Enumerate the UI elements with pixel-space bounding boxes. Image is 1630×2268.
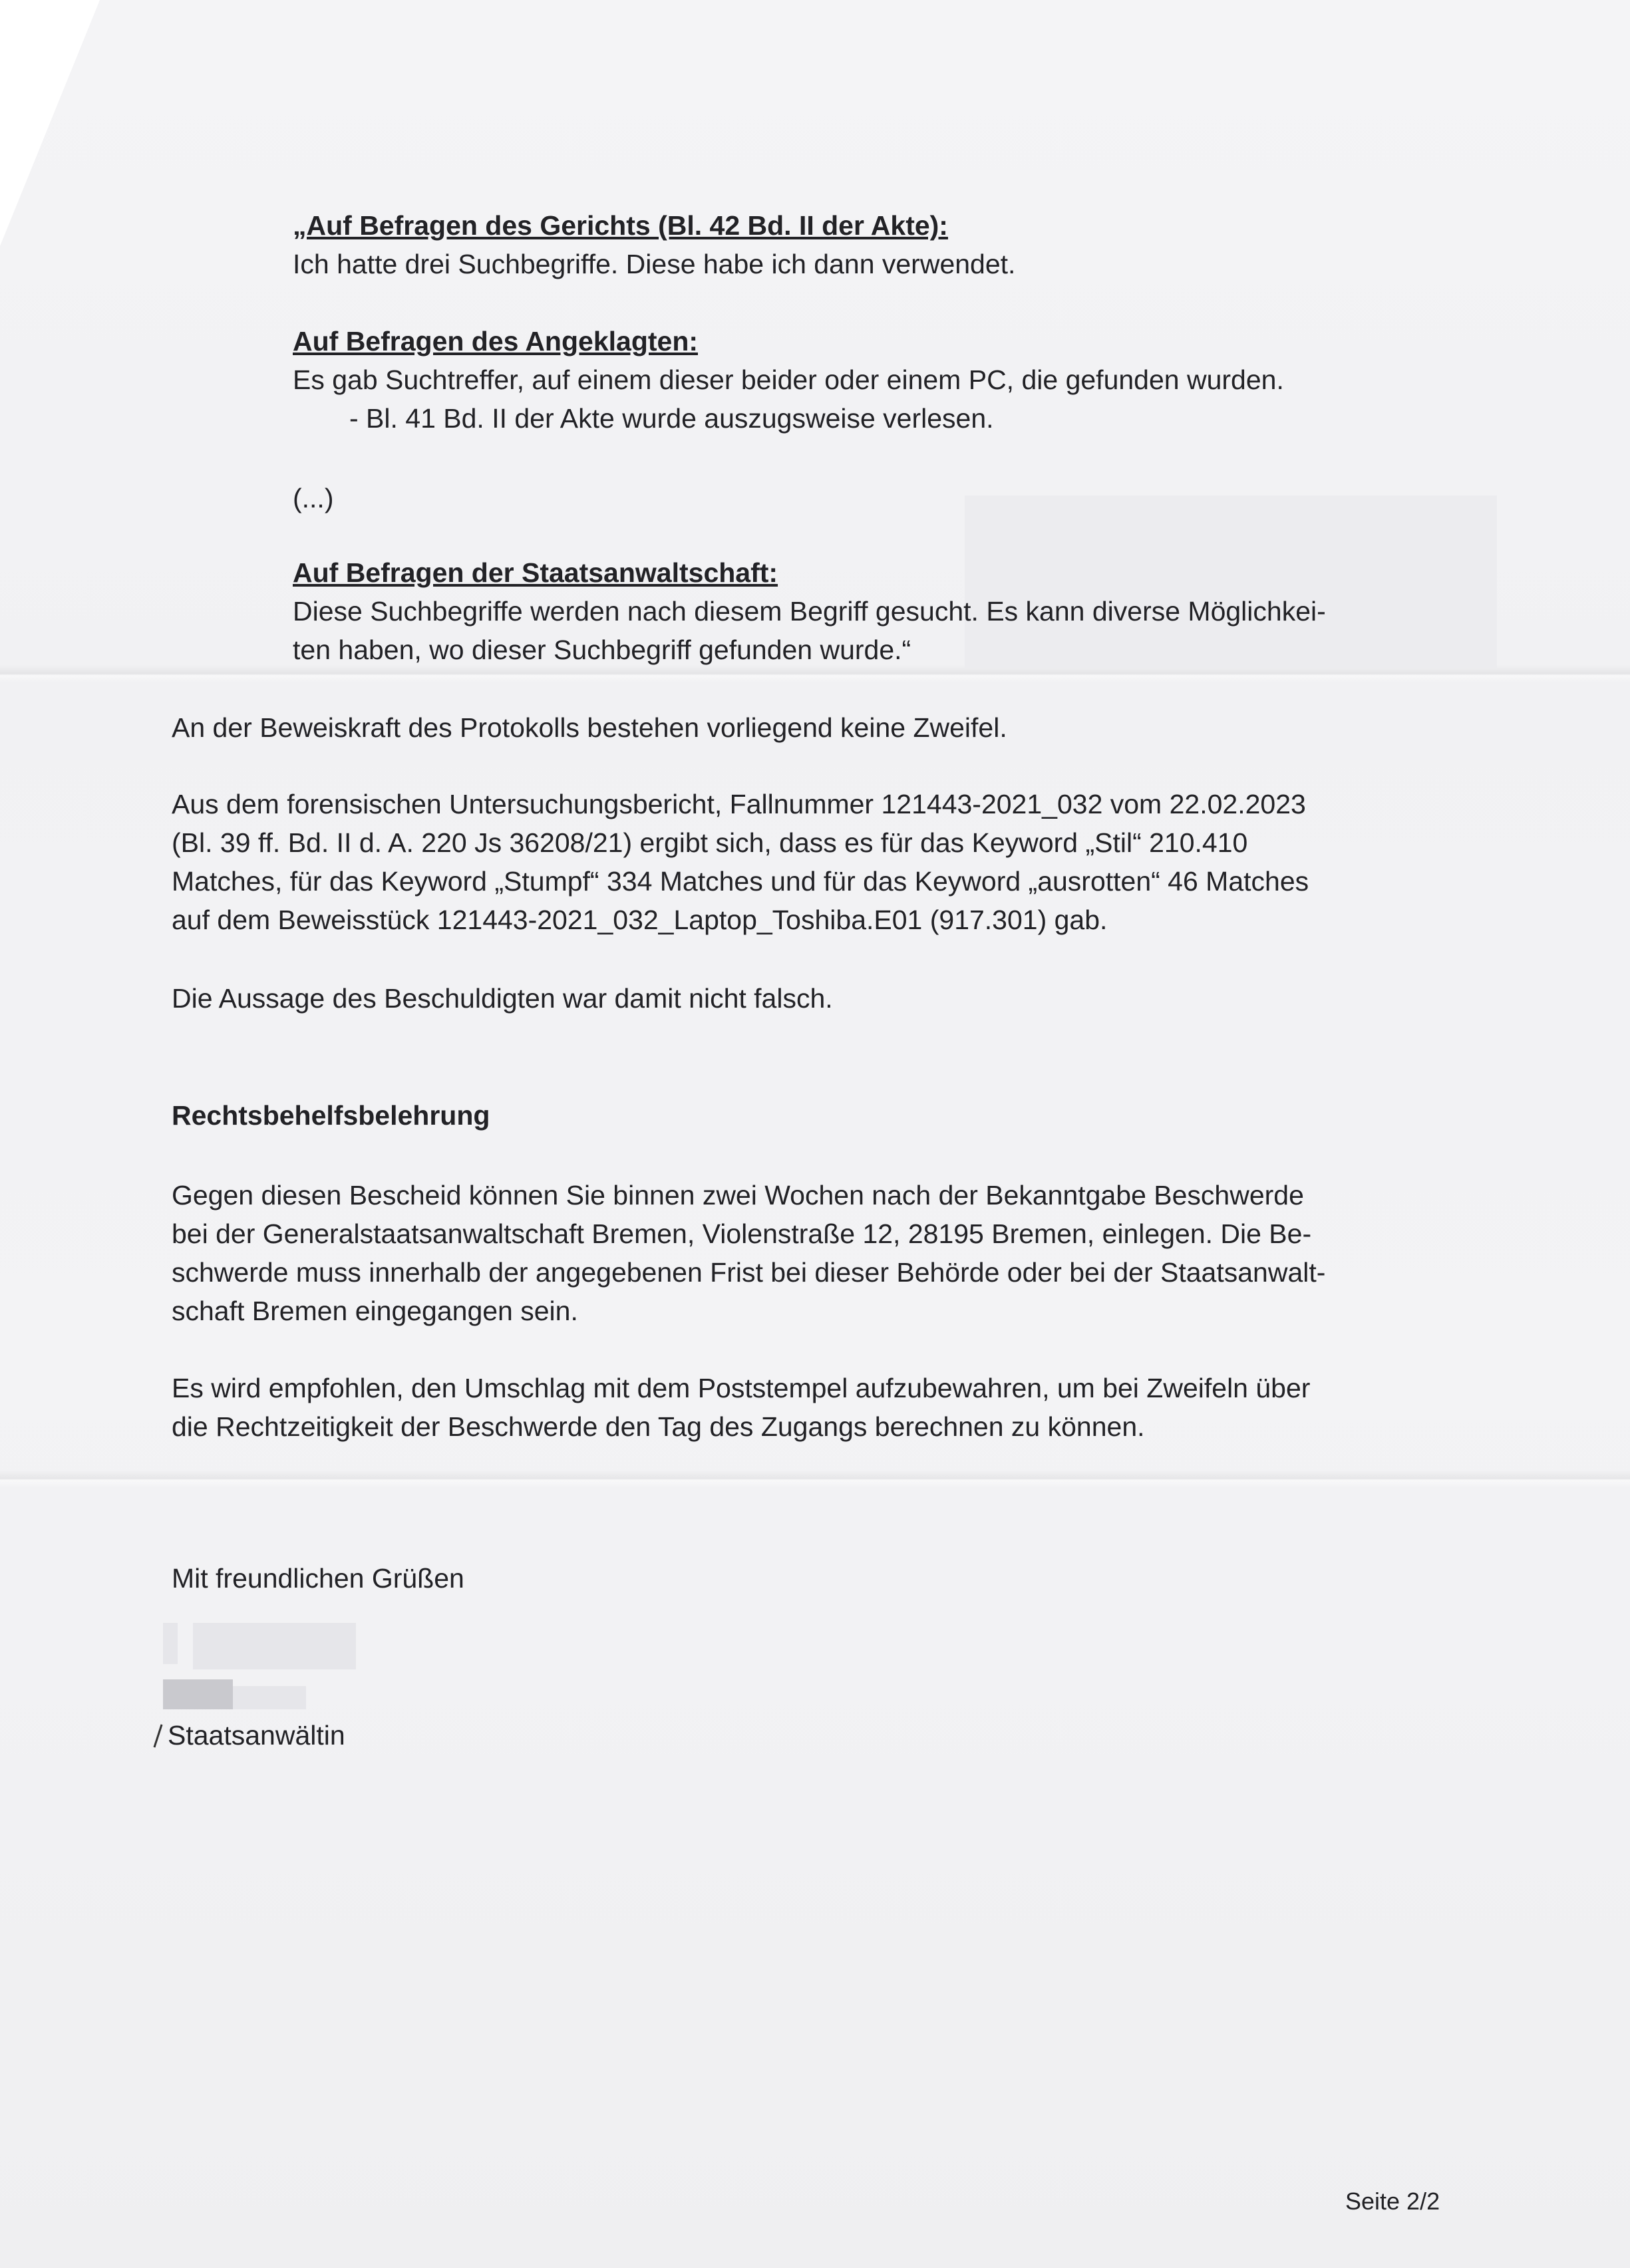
redacted-signature <box>163 1623 178 1664</box>
quote-heading-court: „Auf Befragen des Gerichts (Bl. 42 Bd. II der Akte): <box>293 210 948 241</box>
paragraph-line: auf dem Beweisstück 121443-2021_032_Laptop_Toshiba.E01 (917.301) gab. <box>172 905 1108 935</box>
redacted-signature <box>163 1679 233 1709</box>
quote-line: Ich hatte drei Suchbegriffe. Diese habe ich dann verwendet. <box>293 249 1016 279</box>
paragraph-line: (Bl. 39 ff. Bd. II d. A. 220 Js 36208/21) ergibt sich, dass es für das Keyword „Stil“ 210.410 <box>172 827 1248 858</box>
section-heading: Rechtsbehelfsbelehrung <box>172 1100 490 1131</box>
signature-title: Staatsanwältin <box>168 1720 345 1751</box>
redacted-signature <box>193 1623 356 1669</box>
paragraph-line: bei der Generalstaatsanwaltschaft Bremen, Violenstraße 12, 28195 Bremen, einlegen. Die Be- <box>172 1218 1312 1249</box>
paragraph-line: schwerde muss innerhalb der angegebenen Frist bei dieser Behörde oder bei der Staatsanwalt- <box>172 1257 1326 1288</box>
quote-heading-defendant: Auf Befragen des Angeklagten: <box>293 326 699 356</box>
closing-greeting: Mit freundlichen Grüßen <box>172 1563 464 1594</box>
show-through-box <box>965 496 1497 668</box>
paragraph-line: die Rechtzeitigkeit der Beschwerde den Tag des Zugangs berechnen zu können. <box>172 1411 1145 1442</box>
quote-line: Diese Suchbegriffe werden nach diesem Begriff gesucht. Es kann diverse Möglichkei- <box>293 596 1326 627</box>
paragraph-line: Es wird empfohlen, den Umschlag mit dem Poststempel aufzubewahren, um bei Zweifeln über <box>172 1373 1311 1403</box>
quote-heading-prosecution: Auf Befragen der Staatsanwaltschaft: <box>293 557 778 588</box>
folded-corner <box>0 0 100 246</box>
quote-ellipsis: (...) <box>293 483 334 513</box>
quote-line: Es gab Suchtreffer, auf einem dieser beider oder einem PC, die gefunden wurden. <box>293 364 1284 395</box>
page-number: Seite 2/2 <box>1345 2188 1440 2215</box>
paragraph-line: Matches, für das Keyword „Stumpf“ 334 Matches und für das Keyword „ausrotten“ 46 Matches <box>172 866 1309 897</box>
paragraph: Die Aussage des Beschuldigten war damit nicht falsch. <box>172 983 833 1014</box>
quote-line: - Bl. 41 Bd. II der Akte wurde auszugsweise verlesen. <box>349 403 994 434</box>
paper-fold-line <box>0 1470 1630 1487</box>
quote-line: ten haben, wo dieser Suchbegriff gefunden wurde.“ <box>293 635 911 665</box>
paragraph-line: Gegen diesen Bescheid können Sie binnen zwei Wochen nach der Bekanntgabe Beschwerde <box>172 1180 1304 1210</box>
redacted-signature <box>233 1686 306 1709</box>
paragraph: An der Beweiskraft des Protokolls bestehen vorliegend keine Zweifel. <box>172 712 1007 743</box>
paragraph-line: Aus dem forensischen Untersuchungsbericht, Fallnummer 121443-2021_032 vom 22.02.2023 <box>172 789 1306 819</box>
paragraph-line: schaft Bremen eingegangen sein. <box>172 1296 578 1326</box>
